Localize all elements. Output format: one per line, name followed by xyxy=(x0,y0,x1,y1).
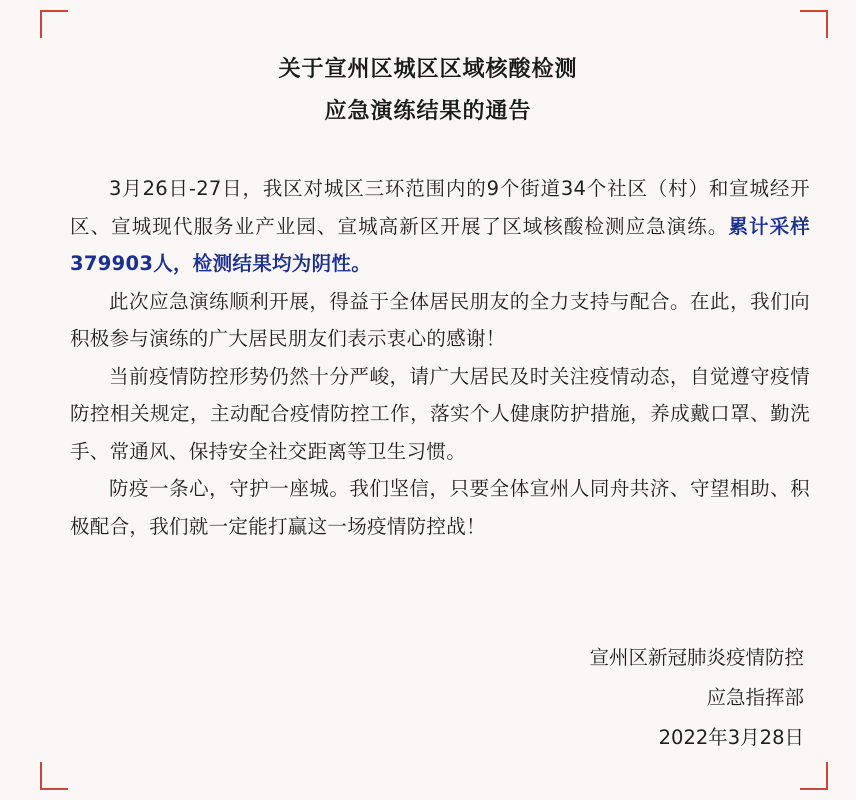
corner-decoration-bottom-left xyxy=(40,762,68,790)
notice-title-line1: 关于宣州区城区区域核酸检测 xyxy=(278,57,578,82)
corner-decoration-top-right xyxy=(800,10,828,38)
sampling-result-highlight: 累计采样379903人，检测结果均为阴性。 xyxy=(70,214,810,275)
notice-body xyxy=(70,170,810,545)
paragraph-4: 防疫一条心，守护一座城。我们坚信，只要全体宣州人同舟共济、守望相助、积极配合，我们就一定能打赢这一场疫情防控战！ xyxy=(70,477,810,538)
paragraph-1-text: 3月26日-27日，我区对城区三环范围内的9个街道34个社区（村）和宣城经开区、宣城现代服务业产业园、宣城高新区开展了区域核酸检测应急演练。 xyxy=(70,177,810,238)
corner-decoration-bottom-right xyxy=(800,762,828,790)
signature-organization: 宣州区新冠肺炎疫情防控 xyxy=(589,646,804,669)
notice-title-line2: 应急演练结果的通告 xyxy=(324,99,532,124)
corner-decoration-top-left xyxy=(40,10,68,38)
notice-date: 2022年3月28日 xyxy=(658,726,804,749)
paragraph-1 xyxy=(70,170,810,283)
signature-department: 应急指挥部 xyxy=(706,686,804,709)
paragraph-2: 此次应急演练顺利开展，得益于全体居民朋友的全力支持与配合。在此，我们向积极参与演练的广大居民朋友们表示衷心的感谢！ xyxy=(70,289,810,350)
paragraph-3: 当前疫情防控形势仍然十分严峻，请广大居民及时关注疫情动态，自觉遵守疫情防控相关规定，主动配合疫情防控工作，落实个人健康防护措施，养成戴口罩、勤洗手、常通风、保持安全社交距离等卫生习惯。 xyxy=(70,364,810,463)
